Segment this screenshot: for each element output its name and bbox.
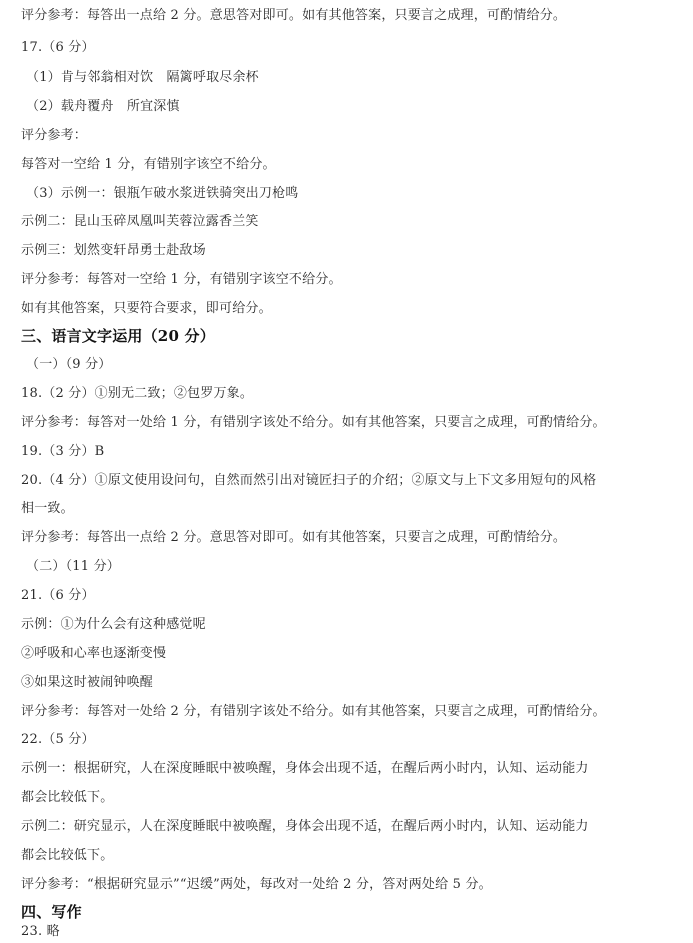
text-line: 示例三：划然变轩昂勇士赴敌场 <box>21 243 206 258</box>
text-line: 评分参考：每答对一空给 1 分，有错别字该空不给分。 <box>21 272 342 287</box>
text-line: 示例二：研究显示，人在深度睡眠中被唤醒，身体会出现不适，在醒后两小时内，认知、运动能力 <box>21 819 589 834</box>
text-line: 都会比较低下。 <box>21 848 114 863</box>
question-17-header: 17.（6 分） <box>21 40 95 55</box>
question-21-header: 21.（6 分） <box>21 588 95 603</box>
question-18: 18.（2 分）①别无二致；②包罗万象。 <box>21 386 254 401</box>
text-line: 相一致。 <box>21 501 74 516</box>
text-line: 评分参考：每答出一点给 2 分。意思答对即可。如有其他答案，只要言之成理，可酌情给分。 <box>21 8 567 23</box>
text-line: 示例一：根据研究，人在深度睡眠中被唤醒，身体会出现不适，在醒后两小时内，认知、运动能力 <box>21 761 589 776</box>
text-line: 评分参考：每答出一点给 2 分。意思答对即可。如有其他答案，只要言之成理，可酌情给分。 <box>21 530 567 545</box>
question-19: 19.（3 分）B <box>21 444 105 459</box>
text-line: 示例二：昆山玉碎凤凰叫芙蓉泣露香兰笑 <box>21 214 259 229</box>
text-line: 评分参考：每答对一处给 1 分，有错别字该处不给分。如有其他答案，只要言之成理，可酌情给分。 <box>21 415 606 430</box>
text-line: 评分参考：“根据研究显示”“迟缓”两处，每改对一处给 2 分，答对两处给 5 分。 <box>21 877 492 892</box>
question-22-header: 22.（5 分） <box>21 732 95 747</box>
subsection-1-heading: （一）（9 分） <box>26 357 112 372</box>
subsection-2-heading: （二）（11 分） <box>26 559 120 574</box>
text-line: （1）肯与邻翁相对饮 隔篱呼取尽余杯 <box>26 70 259 85</box>
text-line: 都会比较低下。 <box>21 790 114 805</box>
question-23: 23. 略 <box>21 924 60 939</box>
text-line: 评分参考：每答对一处给 2 分，有错别字该处不给分。如有其他答案，只要言之成理，可酌情给分。 <box>21 704 606 719</box>
text-line: ③如果这时被闹钟唤醒 <box>21 675 154 690</box>
section-3-heading: 三、语言文字运用（20 分） <box>21 327 215 345</box>
section-4-heading: 四、写作 <box>21 903 82 921</box>
text-line: 示例：①为什么会有这种感觉呢 <box>21 617 206 632</box>
text-line: （3）示例一：银瓶乍破水浆迸铁骑突出刀枪鸣 <box>26 186 299 201</box>
text-line: 如有其他答案，只要符合要求，即可给分。 <box>21 301 272 316</box>
text-line: ②呼吸和心率也逐渐变慢 <box>21 646 167 661</box>
text-line: 每答对一空给 1 分，有错别字该空不给分。 <box>21 157 276 172</box>
text-line: 评分参考： <box>21 128 88 143</box>
text-line: （2）载舟覆舟 所宜深慎 <box>26 99 180 114</box>
question-20: 20.（4 分）①原文使用设问句，自然而然引出对镜匠扫子的介绍；②原文与上下文多用短句的风格 <box>21 473 597 488</box>
